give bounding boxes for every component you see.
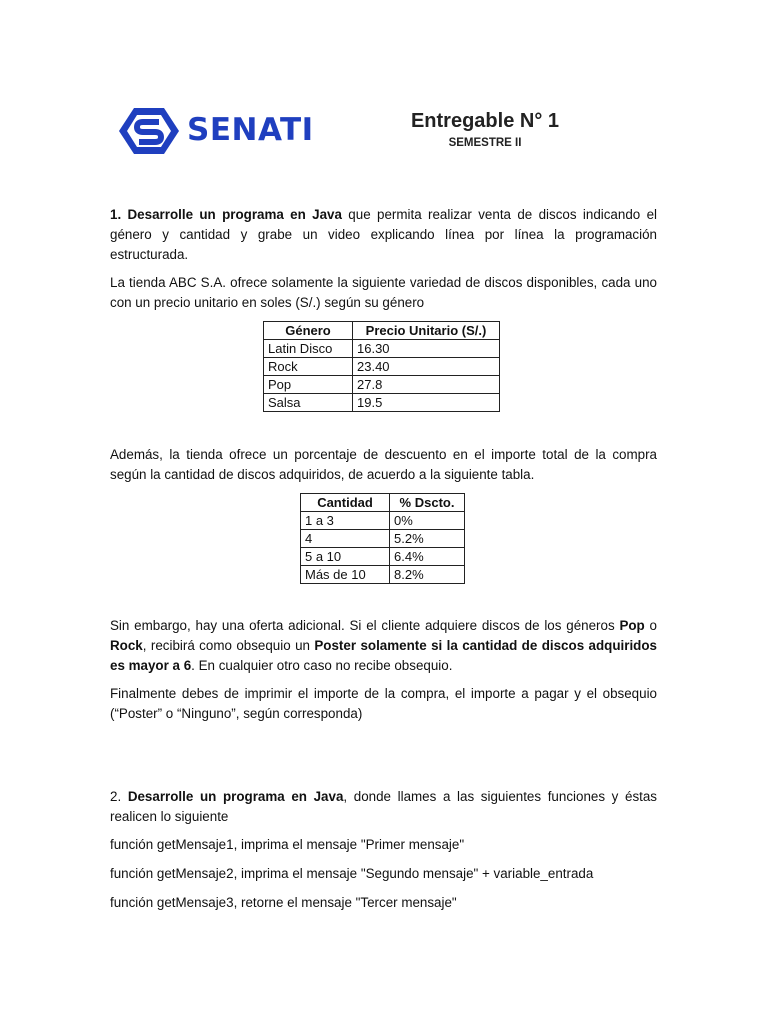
exercise-1-text: que permita realizar venta de discos indicando el género y cantidad y grabe un video explicando línea por línea la programación estructurada. [110, 207, 657, 262]
function-line-2: función getMensaje2, imprima el mensaje "Segundo mensaje" + variable_entrada [110, 866, 594, 881]
table-cell: 0% [390, 512, 465, 530]
table-cell: 5 a 10 [301, 548, 390, 566]
offer-condition: Poster solamente si la cantidad de discos adquiridos es mayor a 6 [110, 638, 657, 673]
table-row [264, 340, 500, 358]
table-cell: 1 a 3 [301, 512, 390, 530]
final-instruction: Finalmente debes de imprimir el importe de la compra, el importe a pagar y el obsequio (“Poster” o “Ninguno”, según corresponda) [110, 686, 657, 721]
offer-text: Sin embargo, hay una oferta adicional. Si el cliente adquiere discos de los géneros [110, 618, 620, 633]
table-cell: Latin Disco [264, 340, 353, 358]
exercise-2-statement [110, 787, 657, 827]
function-line-3: función getMensaje3, retorne el mensaje "Tercer mensaje" [110, 895, 457, 910]
store-description: La tienda ABC S.A. ofrece solamente la siguiente variedad de discos disponibles, cada uno con un precio unitario en soles (S/.) según su género [110, 275, 657, 310]
offer-genre-rock: Rock [110, 638, 143, 653]
table-header-cell: Cantidad [301, 494, 390, 512]
logo-text: SENATI [187, 112, 314, 148]
table-cell: 16.30 [353, 340, 500, 358]
table-header-cell: % Dscto. [390, 494, 465, 512]
offer-genre-pop: Pop [619, 618, 645, 633]
table-cell: Pop [264, 376, 353, 394]
table-cell: Rock [264, 358, 353, 376]
table-cell: 6.4% [390, 548, 465, 566]
table-row [301, 530, 465, 548]
quantity-discount-table [300, 493, 465, 584]
offer-text: . En cualquier otro caso no recibe obsequio. [191, 658, 453, 673]
table-cell: 4 [301, 530, 390, 548]
exercise-1-heading: 1. Desarrolle un programa en Java [110, 207, 342, 222]
document-subtitle: SEMESTRE II [448, 137, 522, 149]
offer-text: o [644, 618, 657, 633]
table-cell: 5.2% [390, 530, 465, 548]
table-header-row [301, 494, 465, 512]
function-line-1: función getMensaje1, imprima el mensaje "Primer mensaje" [110, 837, 465, 852]
document-title: Entregable N° 1 [410, 110, 560, 132]
genre-price-table [263, 321, 500, 412]
table-cell: 19.5 [353, 394, 500, 412]
table-header-cell: Precio Unitario (S/.) [353, 322, 500, 340]
table-row [301, 548, 465, 566]
table-header-row [264, 322, 500, 340]
table-cell: 27.8 [353, 376, 500, 394]
exercise-1-statement [110, 205, 657, 265]
table-cell: 8.2% [390, 566, 465, 584]
table-cell: Salsa [264, 394, 353, 412]
table-row [264, 394, 500, 412]
exercise-2-heading: Desarrolle un programa en Java [127, 789, 344, 804]
offer-text: , recibirá como obsequio un [142, 638, 315, 653]
table-header-cell: Género [264, 322, 353, 340]
offer-description [110, 616, 657, 676]
discount-description: Además, la tienda ofrece un porcentaje de descuento en el importe total de la compra según la cantidad de discos adquiridos, de acuerdo a la siguiente tabla. [110, 447, 657, 482]
table-cell: 23.40 [353, 358, 500, 376]
table-row [301, 566, 465, 584]
table-row [301, 512, 465, 530]
table-cell: Más de 10 [301, 566, 390, 584]
exercise-2-text: , donde llames a las siguientes funciones y éstas realicen lo siguiente [110, 789, 657, 824]
senati-emblem-icon [119, 106, 179, 156]
table-row [264, 376, 500, 394]
exercise-2-number: 2. [110, 789, 128, 804]
senati-logo [119, 106, 319, 156]
table-row [264, 358, 500, 376]
